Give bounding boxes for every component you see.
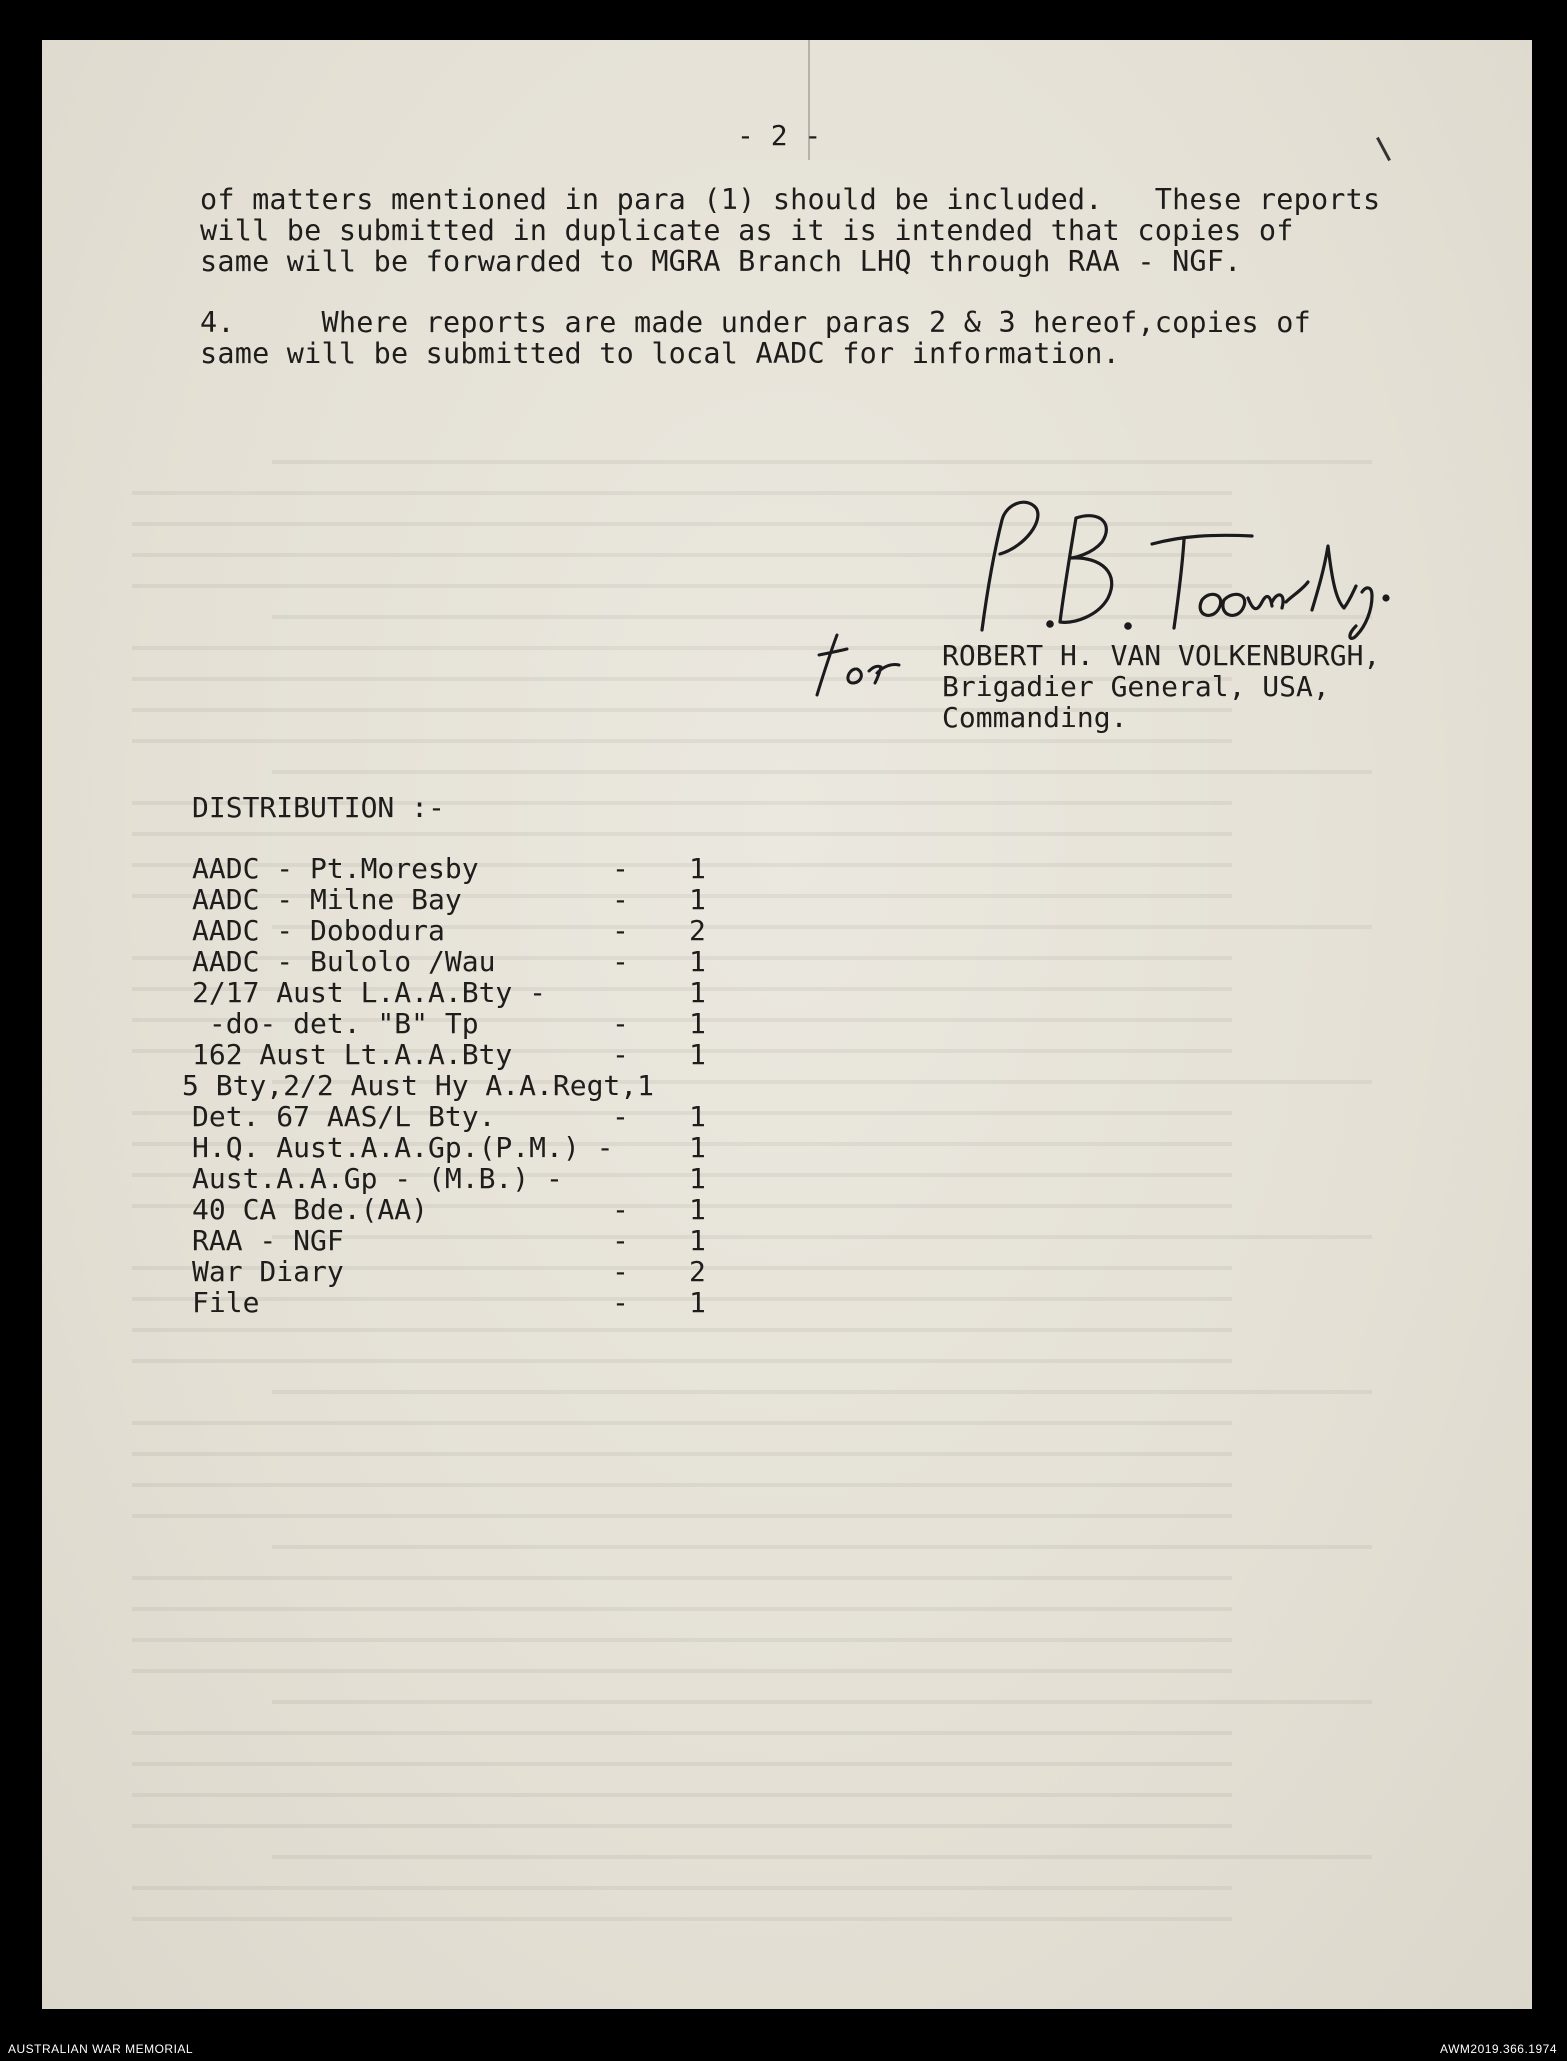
distribution-item [182,1070,782,1101]
distribution-dash: - [612,945,629,978]
bleed-line [132,1328,1232,1332]
paragraph-line: same will be submitted to local AADC for information. [200,337,1120,370]
document-page [42,40,1532,2009]
distribution-dash: - [612,883,629,916]
distribution-recipient: AADC - Pt.Moresby [192,852,479,885]
bleed-line [132,1669,1232,1673]
distribution-item [192,1287,792,1318]
bleed-line [132,1452,1232,1456]
paragraph-line: same will be forwarded to MGRA Branch LHQ through RAA - NGF. [200,245,1242,278]
distribution-dash: - [612,1007,629,1040]
pencil-mark [1376,137,1391,161]
distribution-item [192,1194,792,1225]
bleed-line [132,1824,1232,1828]
bleed-line [132,739,1232,743]
footer-accession-number: AWM2019.366.1974 [1440,2042,1557,2056]
footer-institution: AUSTRALIAN WAR MEMORIAL [8,2042,194,2056]
distribution-recipient: War Diary [192,1255,344,1288]
distribution-copies: 1 [689,1131,706,1164]
distribution-copies: 2 [689,914,706,947]
bleed-line [132,1793,1232,1797]
distribution-item [192,1132,792,1163]
distribution-copies: 1 [689,1224,706,1257]
bleed-line [272,1390,1372,1394]
paragraph-line: 4. Where reports are made under paras 2 & 3 hereof,copies of [200,306,1311,339]
distribution-copies: 1 [689,945,706,978]
distribution-copies: 1 [689,1007,706,1040]
distribution-copies: 1 [689,1100,706,1133]
distribution-recipient: Aust.A.A.Gp - (M.B.) - [192,1162,563,1195]
bleed-line [132,1483,1232,1487]
distribution-heading: DISTRIBUTION :- [192,791,445,824]
distribution-dash: - [612,1255,629,1288]
distribution-recipient: File [192,1286,260,1319]
page-number: - 2 - [737,119,822,152]
distribution-recipient: -do- det. "B" Tp [192,1007,479,1040]
distribution-item [192,884,792,915]
distribution-recipient: AADC - Dobodura [192,914,445,947]
handwritten-signature [952,490,1412,640]
distribution-item [192,946,792,977]
distribution-item [192,1163,792,1194]
distribution-copies: 1 [689,1038,706,1071]
distribution-dash: - [612,852,629,885]
distribution-dash: - [612,1224,629,1257]
distribution-recipient: H.Q. Aust.A.A.Gp.(P.M.) - [192,1131,614,1164]
distribution-copies: 1 [689,883,706,916]
distribution-item [192,853,792,884]
bleed-line [272,1855,1372,1859]
distribution-recipient: AADC - Bulolo /Wau [192,945,496,978]
bleed-line [132,1607,1232,1611]
distribution-recipient: RAA - NGF [192,1224,344,1257]
bleed-line [132,1421,1232,1425]
distribution-item [192,1225,792,1256]
signatory-role: Commanding. [942,701,1128,734]
bleed-line [272,1700,1372,1704]
bleed-line [272,770,1372,774]
distribution-item [192,915,792,946]
distribution-recipient: Det. 67 AAS/L Bty. [192,1100,496,1133]
distribution-item [192,1256,792,1287]
distribution-dash: - [612,914,629,947]
bleed-line [132,1762,1232,1766]
bleed-line [132,1917,1232,1921]
paragraph-line: of matters mentioned in para (1) should be included. These reports [200,183,1381,216]
signatory-name: ROBERT H. VAN VOLKENBURGH, [942,639,1381,672]
distribution-recipient: AADC - Milne Bay [192,883,462,916]
distribution-copies: 1 [689,1193,706,1226]
bleed-line [272,460,1372,464]
distribution-item [192,1008,792,1039]
bleed-line [132,1731,1232,1735]
distribution-item [192,1101,792,1132]
distribution-dash: - [612,1286,629,1319]
distribution-item [192,1039,792,1070]
distribution-item [192,977,792,1008]
bleed-line [272,1545,1372,1549]
distribution-copies: 1 [689,1162,706,1195]
signatory-rank: Brigadier General, USA, [942,670,1330,703]
distribution-copies: 1 [689,976,706,1009]
distribution-recipient: 162 Aust Lt.A.A.Bty [192,1038,513,1071]
for-handwritten-mark [807,625,927,705]
distribution-recipient: 40 CA Bde.(AA) [192,1193,429,1226]
paragraph-line: will be submitted in duplicate as it is intended that copies of [200,214,1294,247]
bleed-line [132,832,1232,836]
distribution-dash: - [612,1038,629,1071]
distribution-copies: 1 [689,1286,706,1319]
bleed-line [132,1514,1232,1518]
bleed-line [132,1359,1232,1363]
distribution-recipient: 2/17 Aust L.A.A.Bty - [192,976,547,1009]
distribution-copies: 2 [689,1255,706,1288]
bleed-line [132,1886,1232,1890]
bleed-line [132,1638,1232,1642]
distribution-dash: - [612,1193,629,1226]
distribution-dash: - [612,1100,629,1133]
bleed-line [132,1576,1232,1580]
distribution-recipient: 5 Bty,2/2 Aust Hy A.A.Regt,1 [182,1069,655,1102]
distribution-copies: 1 [689,852,706,885]
